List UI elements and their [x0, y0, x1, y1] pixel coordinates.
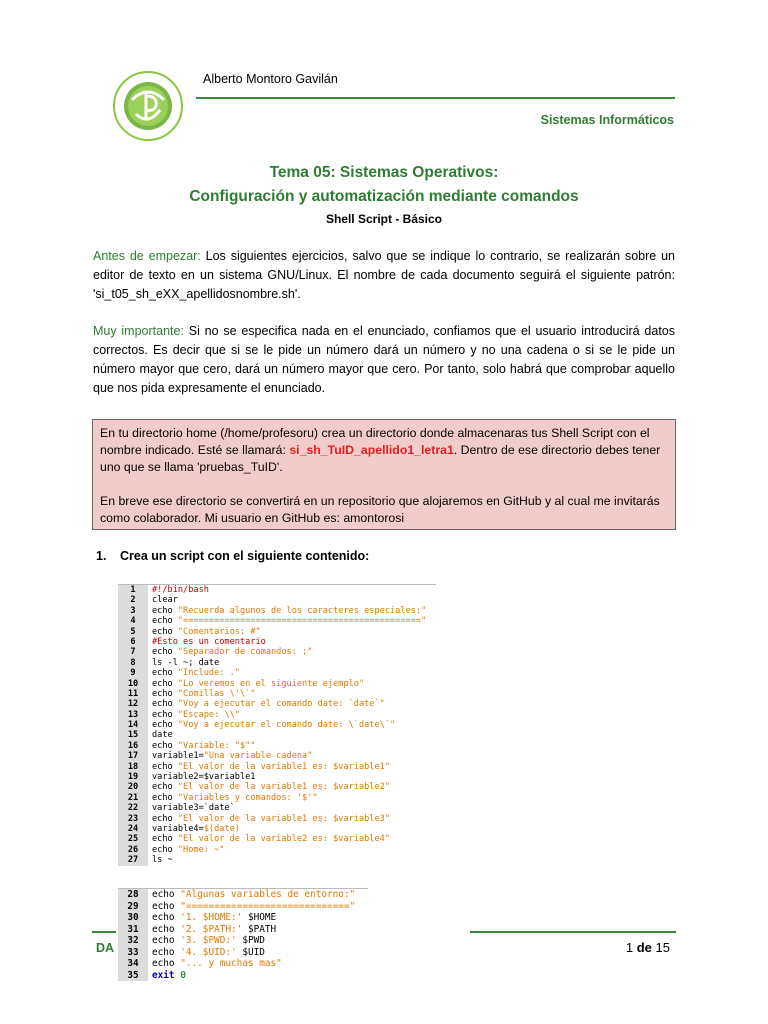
- doc-title: Tema 05: Sistemas Operativos:: [269, 164, 499, 181]
- code-block-2: [118, 888, 368, 981]
- code-text: echo "Home: ~": [152, 844, 225, 855]
- code-line: [118, 889, 368, 901]
- page-total: 15: [655, 940, 670, 955]
- code-line: [118, 935, 368, 947]
- code-line: [118, 730, 436, 740]
- doc-subtitle: Configuración y automatización mediante comandos: [189, 188, 579, 205]
- line-number: 11: [118, 689, 148, 699]
- page-number: [626, 940, 670, 955]
- code-text: echo '4. $UID:' $UID: [152, 946, 265, 958]
- line-number: 12: [118, 699, 148, 709]
- important-lead: Muy importante:: [93, 324, 184, 338]
- note-paragraph-1: [100, 425, 668, 476]
- line-number: 23: [118, 814, 148, 824]
- line-number: 26: [118, 845, 148, 855]
- line-number: 20: [118, 782, 148, 792]
- code-line: [118, 901, 368, 913]
- line-number: 4: [118, 616, 148, 626]
- subject-name: Sistemas Informáticos: [540, 113, 674, 127]
- page-word: de: [636, 940, 652, 955]
- line-number: 5: [118, 627, 148, 637]
- code-line: [118, 803, 436, 813]
- line-number: 34: [118, 958, 148, 970]
- code-text: echo "El valor de la variable1 es: $variable1": [152, 761, 391, 772]
- code-text: echo "Lo veremos en el siguiente ejemplo": [152, 678, 365, 689]
- code-line: [118, 814, 436, 824]
- code-line: [118, 970, 368, 982]
- code-text: echo "==============================================": [152, 616, 427, 627]
- code-text: echo "Algunas variables de entorno:": [152, 889, 356, 900]
- code-text: #Esto es un comentario: [152, 636, 266, 647]
- code-text: echo "Voy a ejecutar el comando date: `date`": [152, 699, 385, 710]
- note-text-b: . Dentro de ese directorio debes tener uno que se llama 'pruebas_TuID'.: [100, 443, 661, 474]
- code-line: [118, 751, 436, 761]
- page-current: 1: [625, 940, 634, 955]
- code-text: #!/bin/bash: [152, 585, 209, 595]
- line-number: 33: [118, 947, 148, 959]
- code-line: [118, 658, 436, 668]
- exercise-text: Crea un script con el siguiente contenido:: [120, 549, 370, 563]
- line-number: 1: [118, 585, 148, 595]
- code-text: variable1="Una variable cadena": [152, 751, 313, 762]
- note-text-a: En tu directorio home (/home/profesoru) crea un directorio donde almacenaras tus Shell Script con el nombre indicado. Esté se llamará:: [100, 426, 650, 457]
- code-line: [118, 627, 436, 637]
- code-text: echo "El valor de la variable2 es: $variable4": [152, 834, 391, 845]
- code-line: [118, 924, 368, 936]
- code-line: [118, 958, 368, 970]
- note-paragraph-2: En breve ese directorio se convertirá en un repositorio que alojaremos en GitHub y al cual me invitarás como colaborador. Mi usuario en GitHub es: amontorosi: [100, 494, 660, 525]
- code-line: [118, 647, 436, 657]
- exercise-number: 1.: [96, 549, 107, 563]
- directory-name-highlight: si_sh_TuID_apellido1_letra1: [289, 443, 454, 457]
- code-text: echo "Recuerda algunos de los caracteres especiales:": [152, 605, 427, 616]
- line-number: 15: [118, 730, 148, 740]
- code-line: [118, 772, 436, 782]
- line-number: 30: [118, 912, 148, 924]
- line-number: 25: [118, 834, 148, 844]
- line-number: 32: [118, 935, 148, 947]
- code-text: exit 0: [152, 969, 186, 981]
- line-number: 31: [118, 924, 148, 936]
- line-number: 2: [118, 595, 148, 605]
- intro-paragraph: [93, 247, 675, 304]
- code-line: [118, 741, 436, 751]
- code-text: echo "Comentarios: #": [152, 626, 261, 637]
- code-line: [118, 689, 436, 699]
- line-number: 14: [118, 720, 148, 730]
- code-line: [118, 834, 436, 844]
- line-number: 6: [118, 637, 148, 647]
- author-name: Alberto Montoro Gavilán: [203, 72, 338, 86]
- code-text: variable2=$variable1: [152, 772, 256, 783]
- code-text: echo "Comillas \'\`": [152, 688, 256, 699]
- line-number: 17: [118, 751, 148, 761]
- instructions-box: [92, 419, 676, 530]
- line-number: 27: [118, 855, 148, 865]
- code-line: [118, 912, 368, 924]
- code-text: echo '3. $PWD:' $PWD: [152, 935, 265, 946]
- code-line: [118, 668, 436, 678]
- footer-divider-left: [92, 931, 116, 933]
- intro-text: Los siguientes ejercicios, salvo que se indique lo contrario, se realizarán sobre un editor de texto en un sistema GNU/Linux. El nombre de cada documento seguirá el siguiente patrón: 'si_t05_sh_eXX_apellidosnombre.sh'.: [93, 249, 676, 301]
- code-block-1: [118, 584, 436, 866]
- code-line: [118, 845, 436, 855]
- important-paragraph: [93, 322, 675, 398]
- line-number: 22: [118, 803, 148, 813]
- footer-label: DA: [96, 941, 115, 955]
- code-text: echo "Variables y comandos: '$'": [152, 792, 318, 803]
- line-number: 7: [118, 647, 148, 657]
- code-text: echo "=============================": [152, 900, 356, 912]
- school-logo: [112, 70, 184, 142]
- code-text: variable3=`date`: [152, 803, 235, 814]
- code-text: variable4=$(date): [152, 823, 240, 834]
- doc-section: Shell Script - Básico: [325, 212, 443, 226]
- code-line: [118, 699, 436, 709]
- code-text: echo "... y muchas mas": [152, 958, 282, 969]
- line-number: 24: [118, 824, 148, 834]
- code-line: [118, 855, 436, 865]
- code-line: [118, 782, 436, 792]
- code-text: echo "Voy a ejecutar el comando date: \`date\`": [152, 720, 396, 731]
- line-number: 35: [118, 970, 148, 982]
- code-text: ls -l ~; date: [152, 657, 220, 668]
- line-number: 28: [118, 889, 148, 901]
- code-text: echo "Include: .": [152, 668, 240, 679]
- code-text: echo "Variable: "$"": [152, 740, 256, 751]
- line-number: 18: [118, 762, 148, 772]
- line-number: 19: [118, 772, 148, 782]
- code-line: [118, 710, 436, 720]
- code-line: [118, 947, 368, 959]
- line-number: 21: [118, 793, 148, 803]
- line-number: 9: [118, 668, 148, 678]
- code-line: [118, 595, 436, 605]
- intro-lead: Antes de empezar:: [93, 249, 201, 263]
- code-line: [118, 720, 436, 730]
- code-line: [118, 637, 436, 647]
- line-number: 16: [118, 741, 148, 751]
- code-text: date: [152, 730, 173, 741]
- code-line: [118, 585, 436, 595]
- code-line: [118, 679, 436, 689]
- code-text: echo '2. $PATH:' $PATH: [152, 923, 277, 935]
- exercise-1: [96, 549, 369, 563]
- code-text: echo "Separador de comandos: ;": [152, 647, 313, 658]
- code-line: [118, 606, 436, 616]
- code-text: echo "El valor de la variable1 es: $variable3": [152, 813, 391, 824]
- line-number: 10: [118, 679, 148, 689]
- code-text: echo "El valor de la variable1 es: $variable2": [152, 782, 391, 793]
- line-number: 13: [118, 710, 148, 720]
- code-line: [118, 616, 436, 626]
- code-text: clear: [152, 595, 178, 606]
- line-number: 3: [118, 606, 148, 616]
- line-number: 29: [118, 901, 148, 913]
- line-number: 8: [118, 658, 148, 668]
- code-text: ls ~: [152, 855, 173, 866]
- header-divider: [196, 97, 675, 99]
- code-text: echo "Escape: \\": [152, 709, 240, 720]
- code-line: [118, 793, 436, 803]
- footer-divider: [470, 931, 676, 933]
- important-text: Si no se especifica nada en el enunciado, confiamos que el usuario introducirá datos correctos. Es decir que si se le pide un número dará un número y no una cadena o si se le pide un número mayor que cero, dará un número mayor que cero. Por tanto, solo habrá que comprobar aquello que nos pida expresamente el enunciado.: [93, 324, 675, 395]
- code-line: [118, 762, 436, 772]
- code-text: echo '1. $HOME:' $HOME: [152, 912, 277, 923]
- code-line: [118, 824, 436, 834]
